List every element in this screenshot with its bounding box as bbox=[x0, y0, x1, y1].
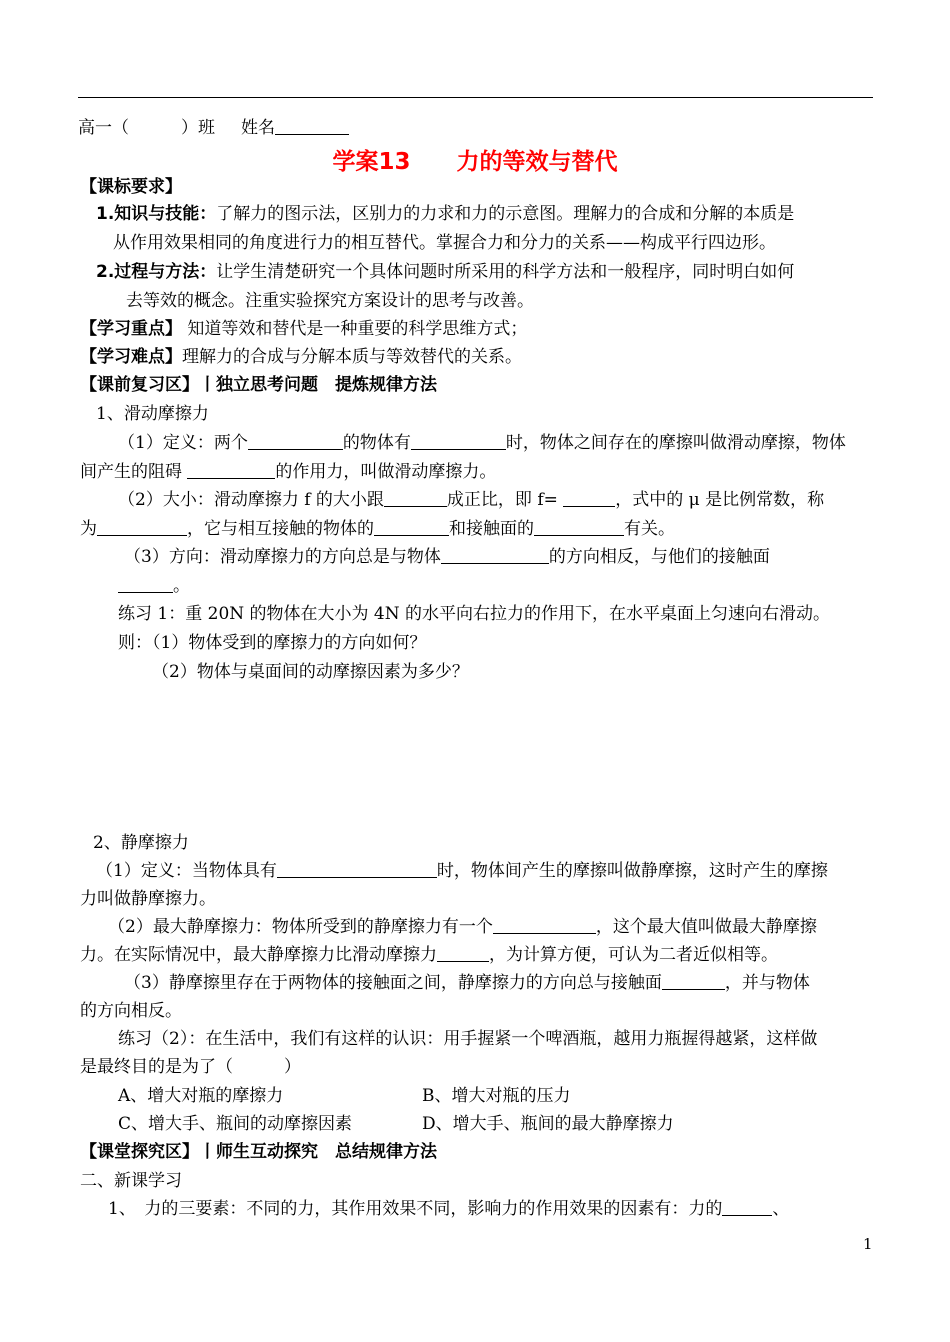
s1-blank-2[interactable] bbox=[411, 433, 506, 450]
exercise-1-q2: （2）物体与桌面间的动摩擦因素为多少？ bbox=[152, 662, 469, 682]
s1-blank-9[interactable] bbox=[441, 547, 549, 564]
s1-direction bbox=[124, 545, 770, 569]
s2-blank-3[interactable] bbox=[437, 945, 489, 962]
s1-blank-10[interactable] bbox=[118, 576, 173, 593]
option-c[interactable]: C、增大手、瓶间的动摩擦因素 bbox=[118, 1114, 353, 1134]
header-rule bbox=[78, 97, 873, 98]
s1-size-f: 和接触面的 bbox=[449, 519, 534, 539]
classroom-blank-1[interactable] bbox=[722, 1199, 772, 1216]
s1-def-e: 的作用力，叫做滑动摩擦力。 bbox=[275, 462, 497, 482]
classroom-item1-a: 1、 力的三要素：不同的力，其作用效果不同，影响力的作用效果的因素有：力的 bbox=[108, 1199, 723, 1219]
s1-size bbox=[118, 488, 824, 512]
s2-max-b: ，这个最大值叫做最大静摩擦 bbox=[595, 917, 817, 937]
class-suffix: ）班 bbox=[181, 118, 215, 138]
key-point-label: 【学习重点】 bbox=[80, 319, 182, 339]
s1-def-d: 间产生的阻碍 bbox=[80, 462, 188, 482]
s1-blank-4[interactable] bbox=[384, 490, 447, 507]
option-b[interactable]: B、增大对瓶的压力 bbox=[422, 1086, 571, 1106]
curriculum-item-2 bbox=[96, 260, 794, 284]
curriculum-item-1 bbox=[96, 202, 794, 226]
difficulty-label: 【学习难点】 bbox=[80, 347, 182, 367]
page-title: 学案13 力的等效与替代 bbox=[332, 149, 618, 175]
new-lesson-heading: 二、新课学习 bbox=[80, 1171, 182, 1191]
name-blank[interactable] bbox=[275, 118, 349, 135]
s1-size-g: 有关。 bbox=[624, 519, 675, 539]
s1-size-cont bbox=[80, 517, 675, 541]
item2-text-a: 让学生清楚研究一个具体问题时所采用的科学方法和一般程序，同时明白如何 bbox=[216, 262, 795, 282]
s2-dir-b: ，并与物体 bbox=[724, 973, 810, 993]
s1-size-d: 为 bbox=[80, 519, 97, 539]
s2-max-c: 力。在实际情况中，最大静摩擦力比滑动摩擦力 bbox=[80, 945, 437, 965]
s2-direction-cont: 的方向相反。 bbox=[80, 1001, 182, 1021]
s2-blank-4[interactable] bbox=[662, 973, 725, 990]
name-label: 姓名 bbox=[241, 118, 275, 138]
key-point-line bbox=[80, 317, 527, 341]
s2-dir-a: （3）静摩擦里存在于两物体的接触面之间，静摩擦力的方向总与接触面 bbox=[124, 973, 662, 993]
s1-dir-b: 的方向相反，与他们的接触面 bbox=[548, 547, 770, 567]
s1-def-a: （1）定义：两个 bbox=[118, 433, 248, 453]
difficulty-text: 理解力的合成与分解本质与等效替代的关系。 bbox=[182, 347, 522, 367]
curriculum-heading: 【课标要求】 bbox=[80, 177, 182, 197]
s1-title: 1、滑动摩擦力 bbox=[96, 404, 209, 424]
s1-blank-8[interactable] bbox=[534, 519, 624, 536]
key-point-text: 知道等效和替代是一种重要的科学思维方式； bbox=[187, 319, 528, 339]
difficulty-line bbox=[80, 345, 522, 369]
page-number: 1 bbox=[863, 1235, 873, 1253]
s2-max bbox=[108, 915, 817, 939]
s1-def-b: 的物体有 bbox=[342, 433, 411, 453]
s1-direction-cont bbox=[118, 574, 190, 598]
exercise-1: 练习 1：重 20N 的物体在大小为 4N 的水平向右拉力的作用下，在水平桌面上匀速向右滑动。 bbox=[118, 604, 831, 624]
classroom-item1-b: 、 bbox=[772, 1199, 790, 1219]
s1-size-a: （2）大小：滑动摩擦力 f 的大小跟 bbox=[118, 490, 384, 510]
item2-label: 2.过程与方法： bbox=[96, 262, 217, 282]
s2-direction bbox=[124, 971, 810, 995]
curriculum-item-1-cont: 从作用效果相同的角度进行力的相互替代。掌握合力和分力的关系——构成平行四边形。 bbox=[113, 233, 776, 253]
s2-max-a: （2）最大静摩擦力：物体所受到的静摩擦力有一个 bbox=[108, 917, 493, 937]
s1-blank-1[interactable] bbox=[248, 433, 343, 450]
option-a[interactable]: A、增大对瓶的摩擦力 bbox=[118, 1086, 284, 1106]
s1-dir-c: 。 bbox=[173, 576, 190, 596]
s1-blank-6[interactable] bbox=[97, 519, 187, 536]
s1-blank-3[interactable] bbox=[187, 462, 275, 479]
item1-label: 1.知识与技能： bbox=[96, 204, 217, 224]
option-d[interactable]: D、增大手、瓶间的最大静摩擦力 bbox=[422, 1114, 674, 1134]
classroom-heading: 【课堂探究区】丨师生互动探究 总结规律方法 bbox=[80, 1142, 437, 1162]
s1-size-e: ，它与相互接触的物体的 bbox=[187, 519, 374, 539]
s2-blank-2[interactable] bbox=[493, 917, 596, 934]
s2-title: 2、静摩擦力 bbox=[93, 833, 189, 853]
exercise-2-cont: 是最终目的是为了（ ） bbox=[80, 1057, 301, 1077]
s2-max-cont bbox=[80, 943, 778, 967]
s1-blank-7[interactable] bbox=[374, 519, 449, 536]
s2-blank-1[interactable] bbox=[277, 861, 437, 878]
s2-definition bbox=[96, 859, 828, 883]
s1-blank-5[interactable] bbox=[563, 490, 615, 507]
classroom-item-1 bbox=[108, 1197, 789, 1221]
s1-definition-cont bbox=[80, 460, 496, 484]
review-heading: 【课前复习区】丨独立思考问题 提炼规律方法 bbox=[80, 375, 437, 395]
s1-dir-a: （3）方向：滑动摩擦力的方向总是与物体 bbox=[124, 547, 441, 567]
s2-def-b: 时，物体间产生的摩擦叫做静摩擦，这时产生的摩擦 bbox=[436, 861, 828, 881]
s2-definition-cont: 力叫做静摩擦力。 bbox=[80, 889, 216, 909]
s1-size-b: 成正比，即 f= bbox=[446, 490, 564, 510]
item1-text-a: 了解力的图示法，区别力的力求和力的示意图。理解力的合成和分解的本质是 bbox=[216, 204, 795, 224]
s1-def-c: 时，物体之间存在的摩擦叫做滑动摩擦，物体 bbox=[505, 433, 846, 453]
s2-def-a: （1）定义：当物体具有 bbox=[96, 861, 277, 881]
s2-max-d: ，为计算方便，可认为二者近似相等。 bbox=[489, 945, 778, 965]
exercise-1-q1: 则：（1）物体受到的摩擦力的方向如何？ bbox=[118, 633, 427, 653]
curriculum-item-2-cont: 去等效的概念。注重实验探究方案设计的思考与改善。 bbox=[126, 291, 534, 311]
s1-size-c: ，式中的 μ 是比例常数，称 bbox=[615, 490, 825, 510]
s1-definition bbox=[118, 431, 846, 455]
student-info-line bbox=[78, 116, 349, 140]
class-prefix: 高一（ bbox=[78, 118, 129, 138]
exercise-2: 练习（2）：在生活中，我们有这样的认识：用手握紧一个啤酒瓶，越用力瓶握得越紧，这样做 bbox=[118, 1029, 818, 1049]
